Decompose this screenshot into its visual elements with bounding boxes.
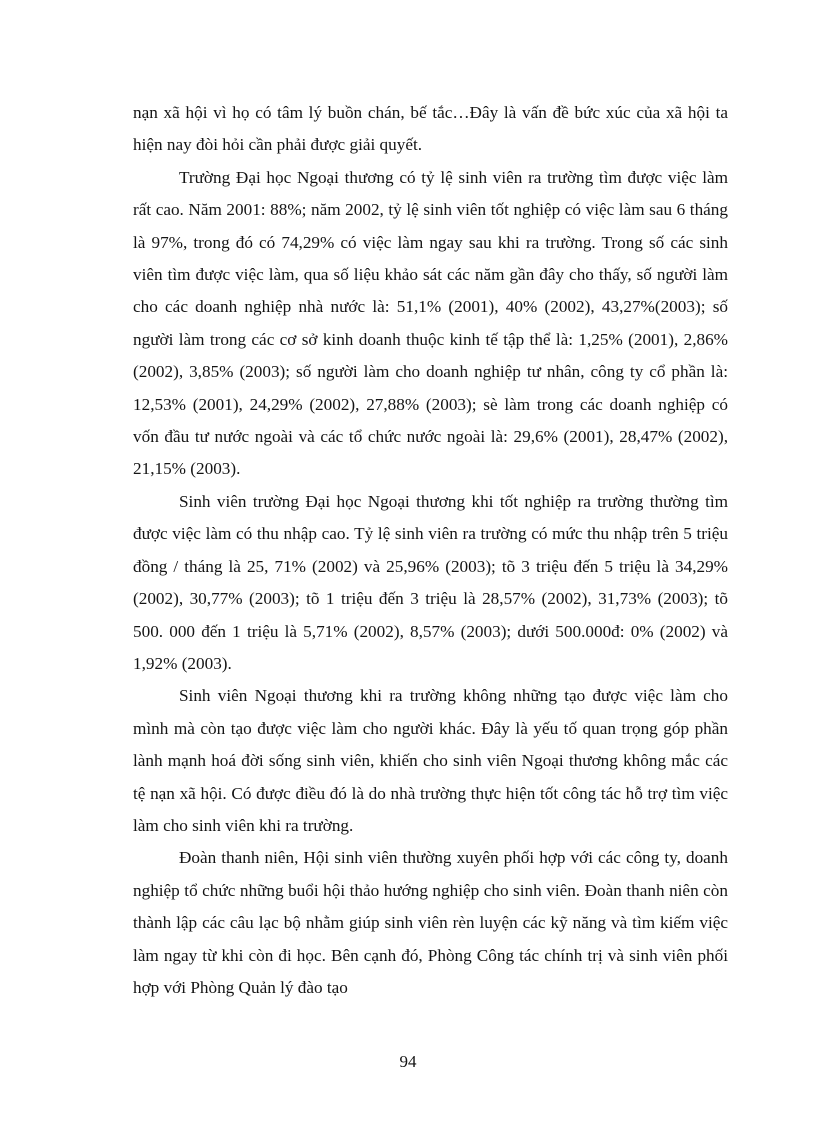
- page-number: 94: [399, 1052, 417, 1071]
- body-text: [133, 97, 728, 1004]
- paragraph-employment-rate: Trường Đại học Ngoại thương có tỷ lệ sinh viên ra trường tìm được việc làm rất cao. Năm 2001: 88%; năm 2002, tỷ lệ sinh viên tốt nghiệp có việc làm sau 6 tháng là 97%, trong đó có 74,29% có việc làm ngay sau khi ra trường. Trong số các sinh viên tìm được việc làm, qua số liệu khảo sát các năm gần đây cho thấy, số người làm cho các doanh nghiệp nhà nước là: 51,1% (2001), 40% (2002), 43,27%(2003); số người làm trong các cơ sở kinh doanh thuộc kinh tế tập thể là: 1,25% (2001), 2,86% (2002), 3,85% (2003); số người làm cho doanh nghiệp tư nhân, công ty cổ phần là: 12,53% (2001), 24,29% (2002), 27,88% (2003); sè làm trong các doanh nghiệp có vốn đầu tư nước ngoài và các tổ chức nước ngoài là: 29,6% (2001), 28,47% (2002), 21,15% (2003).: [133, 167, 728, 479]
- paragraph-continuation: nạn xã hội vì họ có tâm lý buồn chán, bế tắc…Đây là vấn đề bức xúc của xã hội ta hiện nay đòi hỏi cần phải được giải quyết.: [133, 103, 728, 155]
- paragraph-job-creation: Sinh viên Ngoại thương khi ra trường không những tạo được việc làm cho mình mà còn tạo được việc làm cho người khác. Đây là yếu tố quan trọng góp phần lành mạnh hoá đời sống sinh viên, khiến cho sinh viên Ngoại thương không mắc các tệ nạn xã hội. Có được điều đó là do nhà trường thực hiện tốt công tác hỗ trợ tìm việc làm cho sinh viên khi ra trường.: [133, 686, 728, 835]
- paragraph-income: Sinh viên trường Đại học Ngoại thương khi tốt nghiệp ra trường thường tìm được việc làm có thu nhập cao. Tỷ lệ sinh viên ra trường có mức thu nhập trên 5 triệu đồng / tháng là 25, 71% (2002) và 25,96% (2003); tõ 3 triệu đến 5 triệu là 34,29% (2002), 30,77% (2003); tõ 1 triệu đến 3 triệu là 28,57% (2002), 31,73% (2003); tõ 500. 000 đến 1 triệu là 5,71% (2002), 8,57% (2003); dưới 500.000đ: 0% (2002) và 1,92% (2003).: [133, 491, 728, 673]
- paragraph-youth-union: Đoàn thanh niên, Hội sinh viên thường xuyên phối hợp với các công ty, doanh nghiệp tổ chức những buổi hội thảo hướng nghiệp cho sinh viên. Đoàn thanh niên còn thành lập các câu lạc bộ nhằm giúp sinh viên rèn luyện các kỹ năng và tìm kiếm việc làm ngay từ khi còn đi học. Bên cạnh đó, Phòng Công tác chính trị và sinh viên phối hợp với Phòng Quản lý đào tạo: [133, 848, 728, 997]
